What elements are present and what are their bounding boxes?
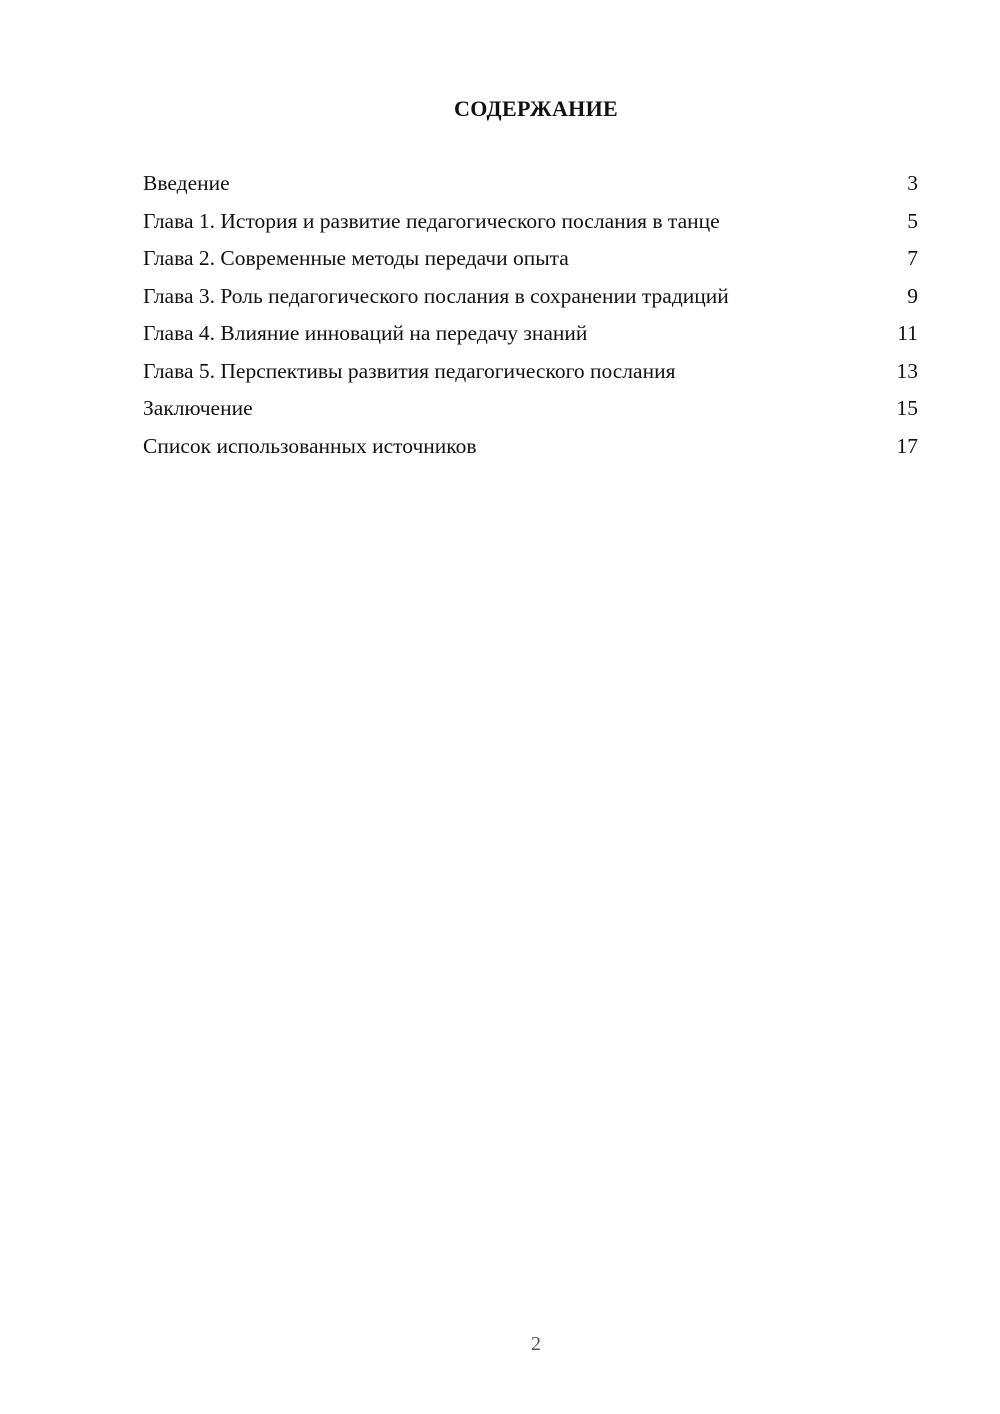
toc-entry-page: 7 — [907, 246, 918, 270]
toc-heading: СОДЕРЖАНИЕ — [454, 96, 618, 121]
toc-entry-page: 9 — [907, 283, 918, 308]
toc-entry — [143, 395, 918, 421]
toc-entry — [143, 170, 918, 196]
toc-entry-page: 17 — [896, 433, 918, 458]
toc-entry-title: Глава 5. Перспективы развития педагогического послания — [143, 358, 676, 383]
toc-entry-title: Глава 3. Роль педагогического послания в сохранении традиций — [143, 283, 729, 308]
toc-entry-page: 15 — [896, 396, 918, 420]
toc-entry-page: 5 — [907, 208, 918, 233]
toc-entry-title: Список использованных источников — [143, 433, 477, 458]
toc-entry — [143, 358, 918, 384]
toc-entry-title: Глава 1. История и развитие педагогического послания в танце — [143, 208, 720, 233]
toc-entry-title: Заключение — [143, 396, 253, 420]
toc-entry — [143, 245, 918, 271]
toc-entry — [143, 433, 918, 459]
toc-list — [143, 170, 918, 470]
toc-entry — [143, 283, 918, 309]
toc-entry-page: 13 — [896, 358, 918, 383]
toc-entry-page: 3 — [907, 171, 918, 195]
toc-entry-title: Глава 4. Влияние инноваций на передачу знаний — [143, 321, 588, 345]
toc-entry-page: 11 — [897, 321, 918, 345]
toc-entry-title: Глава 2. Современные методы передачи опыта — [143, 246, 569, 270]
toc-entry — [143, 320, 918, 346]
page-number: 2 — [531, 1333, 541, 1355]
toc-entry-title: Введение — [143, 171, 230, 195]
toc-entry — [143, 208, 918, 234]
